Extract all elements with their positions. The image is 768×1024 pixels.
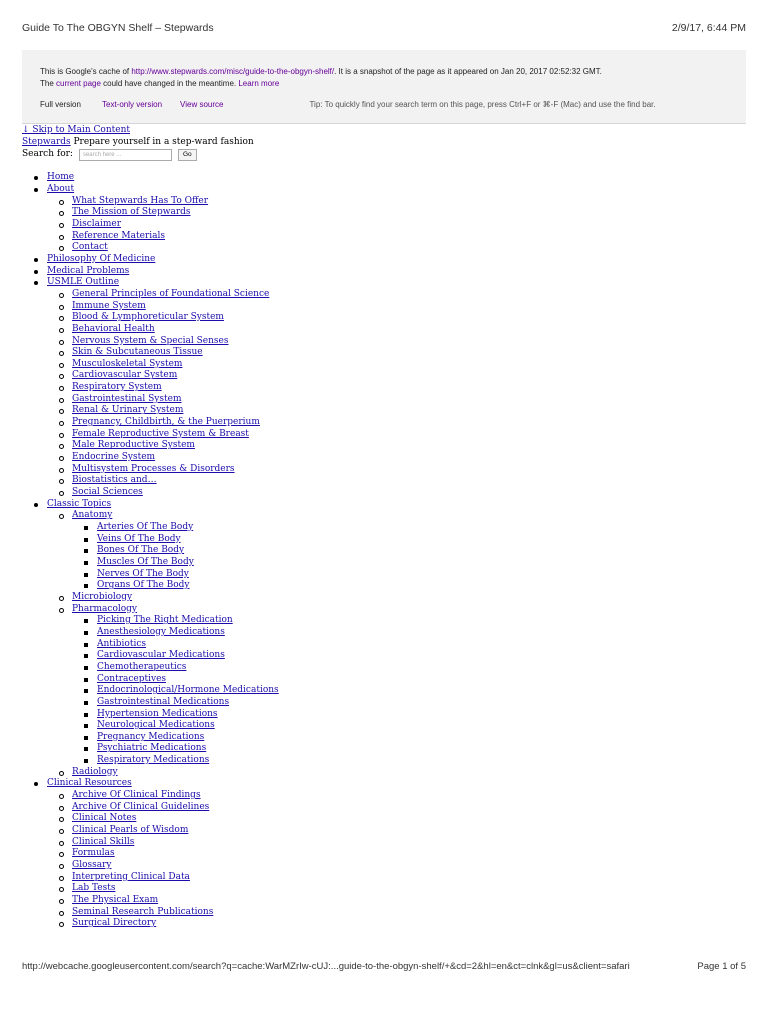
print-datetime: 2/9/17, 6:44 PM: [671, 22, 746, 34]
submenu-item: [47, 487, 746, 499]
cache-notice-line-1: This is Google's cache of http://www.stepwards.com/misc/guide-to-the-obgyn-shelf/. It is a snapshot of the page as it appeared on Jan 20, 2017 02:52:32 GMT.: [40, 67, 602, 76]
submenu-link[interactable]: Nerves Of The Body: [97, 568, 189, 579]
submenu-link[interactable]: Multisystem Processes & Disorders: [72, 463, 235, 474]
submenu-link[interactable]: Reference Materials: [72, 230, 165, 241]
cache-notice-line-2: The current page could have changed in the meantime. Learn more: [40, 79, 280, 88]
clinical-submenu: [47, 790, 746, 930]
submenu-link[interactable]: Pregnancy, Childbirth, & the Puerperium: [72, 417, 260, 428]
go-button[interactable]: Go: [178, 149, 197, 161]
submenu-item: [47, 219, 746, 231]
submenu-item: [47, 802, 746, 814]
learn-more-link[interactable]: Learn more: [238, 79, 280, 88]
google-cache-banner: [22, 50, 746, 124]
submenu-item: [47, 207, 746, 219]
anatomy-submenu: [72, 522, 746, 592]
submenu-item: [47, 370, 746, 382]
submenu-item: [72, 557, 746, 569]
submenu-link[interactable]: Anesthesiology Medications: [97, 626, 225, 637]
submenu-item: [47, 417, 746, 429]
main-nav: [22, 172, 746, 930]
submenu-link[interactable]: Cardiovascular System: [72, 370, 178, 381]
print-url: http://webcache.googleusercontent.com/search?q=cache:WarMZrIw-cUJ:...guide-to-the-obgyn-shelf/+&cd=2&hl=en&ct=clnk&gl=us&client=safari: [22, 961, 630, 972]
nav-link[interactable]: Philosophy Of Medicine: [47, 253, 156, 264]
submenu-link[interactable]: Muscles Of The Body: [97, 556, 194, 567]
submenu-link[interactable]: Respiratory System: [72, 382, 162, 393]
submenu-item: [47, 324, 746, 336]
submenu-item: [47, 231, 746, 243]
text-only-version-link[interactable]: Text-only version: [102, 100, 163, 109]
submenu-link[interactable]: Blood & Lymphoreticular System: [72, 312, 224, 323]
submenu-link[interactable]: Bones Of The Body: [97, 545, 185, 556]
submenu-link[interactable]: Endocrine System: [72, 452, 156, 463]
submenu-item: [72, 697, 746, 709]
submenu-item: [47, 452, 746, 464]
submenu-link[interactable]: Behavioral Health: [72, 323, 155, 334]
submenu-link[interactable]: Pregnancy Medications: [97, 731, 205, 742]
submenu-item: [72, 615, 746, 627]
submenu-link[interactable]: Veins Of The Body: [97, 533, 181, 544]
print-footer: [22, 961, 746, 972]
site-header: [22, 137, 746, 149]
submenu-link[interactable]: Archive Of Clinical Findings: [72, 790, 201, 801]
nav-link[interactable]: Medical Problems: [47, 265, 130, 276]
submenu-link[interactable]: Antibiotics: [97, 638, 147, 649]
find-tip: Tip: To quickly find your search term on this page, press Ctrl+F or ⌘-F (Mac) and use the find bar.: [309, 100, 656, 109]
submenu-link[interactable]: Anatomy: [72, 510, 113, 521]
nav-link[interactable]: About: [47, 183, 75, 194]
submenu-item: [47, 382, 746, 394]
submenu-link[interactable]: Gastrointestinal System: [72, 393, 182, 404]
submenu-item: [47, 242, 746, 254]
submenu-item: [72, 709, 746, 721]
submenu-link[interactable]: Renal & Urinary System: [72, 405, 184, 416]
nav-link[interactable]: Classic Topics: [47, 498, 112, 509]
submenu-link[interactable]: Female Reproductive System & Breast: [72, 428, 249, 439]
submenu-link[interactable]: Interpreting Clinical Data: [72, 871, 190, 882]
submenu-item: [47, 813, 746, 825]
submenu-item: [47, 895, 746, 907]
submenu-link[interactable]: Contraceptives: [97, 673, 167, 684]
submenu-item: [72, 545, 746, 557]
nav-link[interactable]: USMLE Outline: [47, 277, 120, 288]
submenu-link[interactable]: Contact: [72, 242, 108, 253]
search-input[interactable]: search here ...: [79, 149, 172, 161]
submenu-link[interactable]: Pharmacology: [72, 603, 138, 614]
pharmacology-submenu: [72, 615, 746, 767]
submenu-link[interactable]: Radiology: [72, 766, 118, 777]
submenu-item-pharmacology: [47, 604, 746, 767]
submenu-item: [47, 359, 746, 371]
nav-item-medical-problems: [22, 266, 746, 278]
about-submenu: [47, 196, 746, 254]
full-version-label: Full version: [40, 100, 81, 109]
submenu-item-radiology: [47, 767, 746, 779]
nav-item-usmle: [22, 277, 746, 498]
submenu-link[interactable]: Cardiovascular Medications: [97, 650, 225, 661]
submenu-item: [72, 685, 746, 697]
submenu-item: [47, 464, 746, 476]
submenu-link[interactable]: Clinical Pearls of Wisdom: [72, 825, 189, 836]
print-page-number: Page 1 of 5: [697, 961, 746, 972]
usmle-submenu: [47, 289, 746, 499]
submenu-item: [47, 825, 746, 837]
submenu-link[interactable]: Social Sciences: [72, 487, 143, 498]
submenu-link[interactable]: Disclaimer: [72, 218, 122, 229]
submenu-item-anatomy: [47, 510, 746, 592]
submenu-item: [72, 569, 746, 581]
submenu-item: [47, 289, 746, 301]
submenu-item: [72, 650, 746, 662]
submenu-link[interactable]: Formulas: [72, 848, 115, 859]
submenu-item: [47, 394, 746, 406]
print-header: [22, 22, 746, 34]
nav-item-home: [22, 172, 746, 184]
submenu-item: [47, 475, 746, 487]
classic-submenu: [47, 510, 746, 778]
submenu-link[interactable]: Chemotherapeutics: [97, 661, 187, 672]
submenu-link[interactable]: The Mission of Stepwards: [72, 207, 191, 218]
submenu-item: [72, 580, 746, 592]
print-page-title: Guide To The OBGYN Shelf – Stepwards: [22, 22, 214, 34]
submenu-item: [72, 662, 746, 674]
nav-item-classic-topics: [22, 499, 746, 779]
submenu-link[interactable]: Endocrinological/Hormone Medications: [97, 685, 279, 696]
submenu-item: [47, 907, 746, 919]
submenu-item: [47, 860, 746, 872]
submenu-item: [47, 405, 746, 417]
site-tagline: Prepare yourself in a step-ward fashion: [70, 136, 254, 147]
nav-link[interactable]: Home: [47, 172, 75, 183]
submenu-link[interactable]: Arteries Of The Body: [97, 522, 194, 532]
submenu-link[interactable]: Gastrointestinal Medications: [97, 696, 230, 707]
skip-to-main-link[interactable]: ↓ Skip to Main Content: [22, 125, 130, 135]
submenu-item: [72, 743, 746, 755]
submenu-item: [72, 720, 746, 732]
view-source-link[interactable]: View source: [180, 100, 224, 109]
submenu-item: [47, 301, 746, 313]
submenu-link[interactable]: Nervous System & Special Senses: [72, 335, 229, 346]
submenu-item: [72, 732, 746, 744]
submenu-item: [72, 755, 746, 767]
submenu-item: [47, 196, 746, 208]
submenu-item: [47, 837, 746, 849]
submenu-item: [47, 883, 746, 895]
search-label: Search for:: [22, 148, 73, 159]
submenu-item: [47, 872, 746, 884]
submenu-link[interactable]: Male Reproductive System: [72, 440, 195, 451]
submenu-link[interactable]: Neurological Medications: [97, 720, 215, 731]
submenu-link[interactable]: Surgical Directory: [72, 918, 157, 929]
submenu-item-microbiology: [47, 592, 746, 604]
submenu-link[interactable]: Psychiatric Medications: [97, 743, 207, 754]
submenu-link[interactable]: General Principles of Foundational Science: [72, 288, 270, 299]
submenu-link[interactable]: Respiratory Medications: [97, 755, 210, 766]
submenu-link[interactable]: Skin & Subcutaneous Tissue: [72, 347, 203, 358]
submenu-link[interactable]: What Stepwards Has To Offer: [72, 195, 209, 206]
submenu-item: [72, 627, 746, 639]
submenu-item: [72, 522, 746, 534]
submenu-item: [47, 440, 746, 452]
submenu-link[interactable]: Clinical Skills: [72, 836, 135, 847]
submenu-link[interactable]: Immune System: [72, 300, 146, 311]
submenu-item: [47, 848, 746, 860]
submenu-link[interactable]: Microbiology: [72, 591, 133, 602]
submenu-item: [47, 347, 746, 359]
nav-link[interactable]: Clinical Resources: [47, 778, 132, 789]
submenu-item: [72, 674, 746, 686]
submenu-item: [47, 312, 746, 324]
submenu-link[interactable]: Glossary: [72, 860, 112, 871]
submenu-item: [47, 429, 746, 441]
submenu-link[interactable]: Organs Of The Body: [97, 580, 190, 591]
submenu-link[interactable]: Picking The Right Medication: [97, 615, 233, 626]
submenu-link[interactable]: Archive Of Clinical Guidelines: [72, 801, 210, 812]
nav-item-about: [22, 184, 746, 254]
submenu-link[interactable]: Biostatistics and…: [72, 475, 157, 486]
submenu-item: [72, 534, 746, 546]
submenu-link[interactable]: Lab Tests: [72, 883, 116, 894]
submenu-link[interactable]: The Physical Exam: [72, 895, 159, 905]
page-content: [22, 124, 746, 930]
current-page-link[interactable]: current page: [56, 79, 101, 88]
submenu-link[interactable]: Musculoskeletal System: [72, 358, 183, 369]
site-name-link[interactable]: Stepwards: [22, 136, 71, 147]
submenu-link[interactable]: Hypertension Medications: [97, 708, 218, 719]
cached-url-link[interactable]: http://www.stepwards.com/misc/guide-to-the-obgyn-shelf/: [131, 67, 335, 76]
nav-item-clinical-resources: [22, 778, 746, 930]
submenu-item: [72, 639, 746, 651]
submenu-item: [47, 790, 746, 802]
submenu-link[interactable]: Seminal Research Publications: [72, 906, 214, 917]
submenu-link[interactable]: Clinical Notes: [72, 813, 137, 824]
cache-version-row: [40, 100, 746, 109]
nav-item-philosophy: [22, 254, 746, 266]
submenu-item: [47, 336, 746, 348]
submenu-item: [47, 918, 746, 930]
search-form: [22, 148, 746, 161]
